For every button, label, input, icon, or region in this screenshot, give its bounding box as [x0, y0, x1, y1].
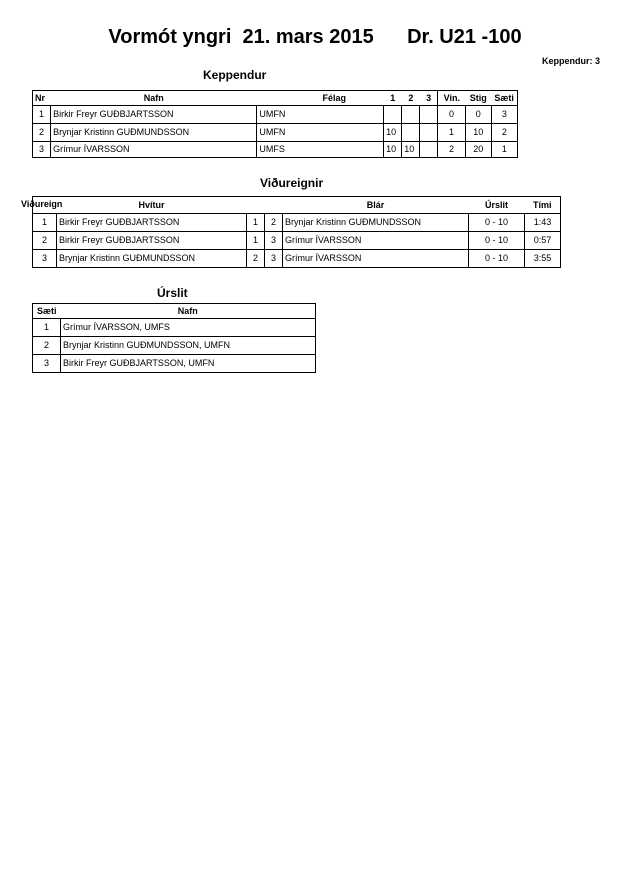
row-name: Birkir Freyr GUÐBJARTSSON — [51, 106, 257, 124]
row-place: 1 — [491, 142, 517, 158]
row-r2 — [402, 106, 420, 124]
result-name: Brynjar Kristinn GUÐMUNDSSON, UMFN — [61, 337, 316, 355]
results-table — [32, 303, 316, 373]
result-name: Grímur ÍVARSSON, UMFS — [61, 319, 316, 337]
match-nr: 2 — [33, 232, 57, 250]
row-r1: 10 — [384, 142, 402, 158]
result-name: Birkir Freyr GUÐBJARTSSON, UMFN — [61, 355, 316, 373]
competitors-table — [32, 90, 518, 158]
competitor-count: Keppendur: 3 — [541, 56, 600, 66]
row-wins: 0 — [438, 106, 465, 124]
col-match: Viðureign — [21, 199, 63, 209]
col-time: Tími — [532, 199, 552, 210]
col-stig: Stig — [469, 92, 487, 103]
row-points: 0 — [465, 106, 491, 124]
row-points: 10 — [465, 124, 491, 142]
row-nr: 3 — [33, 142, 51, 158]
col-felag: Félag — [322, 92, 347, 103]
table-row — [33, 337, 316, 355]
match-white: Birkir Freyr GUÐBJARTSSON — [57, 214, 247, 232]
row-place: 2 — [491, 124, 517, 142]
matches-table — [21, 196, 561, 268]
match-result: 0 - 10 — [469, 232, 525, 250]
competitors-heading: Keppendur — [203, 68, 267, 82]
col-white: Hvítur — [138, 199, 165, 210]
match-blue-nr: 3 — [265, 250, 283, 268]
match-blue: Grímur ÍVARSSON — [283, 232, 469, 250]
row-r3 — [420, 124, 438, 142]
match-blue: Brynjar Kristinn GUÐMUNDSSON — [283, 214, 469, 232]
row-place: 3 — [491, 106, 517, 124]
col-place: Sæti — [36, 305, 57, 316]
row-wins: 2 — [438, 142, 465, 158]
col-round-1: 1 — [390, 92, 396, 103]
row-r2 — [402, 124, 420, 142]
col-nr: Nr — [35, 92, 46, 103]
row-club: UMFN — [257, 124, 384, 142]
table-row — [33, 214, 561, 232]
table-row — [33, 124, 518, 142]
col-round-3: 3 — [426, 92, 432, 103]
match-white-nr: 2 — [247, 250, 265, 268]
col-result: Úrslit — [484, 199, 508, 210]
match-time: 3:55 — [525, 250, 561, 268]
table-row — [33, 250, 561, 268]
match-blue-nr: 2 — [265, 214, 283, 232]
row-nr: 2 — [33, 124, 51, 142]
table-row — [33, 232, 561, 250]
row-club: UMFN — [257, 106, 384, 124]
row-r1: 10 — [384, 124, 402, 142]
col-round-2: 2 — [408, 92, 414, 103]
match-blue: Grímur ÍVARSSON — [283, 250, 469, 268]
table-row — [33, 319, 316, 337]
row-r1 — [384, 106, 402, 124]
col-name: Nafn — [177, 305, 198, 316]
row-r3 — [420, 106, 438, 124]
match-white-nr: 1 — [247, 214, 265, 232]
table-row — [33, 106, 518, 124]
col-vin: Vin. — [438, 91, 465, 106]
col-blue: Blár — [366, 199, 385, 210]
match-blue-nr: 3 — [265, 232, 283, 250]
match-result: 0 - 10 — [469, 250, 525, 268]
page-title: Vormót yngri 21. mars 2015 Dr. U21 -100 — [108, 26, 522, 48]
row-nr: 1 — [33, 106, 51, 124]
row-name: Brynjar Kristinn GUÐMUNDSSON — [51, 124, 257, 142]
row-r2: 10 — [402, 142, 420, 158]
match-result: 0 - 10 — [469, 214, 525, 232]
result-place: 2 — [33, 337, 61, 355]
table-row — [33, 142, 518, 158]
match-white: Birkir Freyr GUÐBJARTSSON — [57, 232, 247, 250]
match-white-nr: 1 — [247, 232, 265, 250]
row-r3 — [420, 142, 438, 158]
results-heading: Úrslit — [157, 286, 188, 300]
row-name: Grímur ÍVARSSON — [51, 142, 257, 158]
match-time: 0:57 — [525, 232, 561, 250]
match-nr: 1 — [33, 214, 57, 232]
result-place: 1 — [33, 319, 61, 337]
match-nr: 3 — [33, 250, 57, 268]
row-wins: 1 — [438, 124, 465, 142]
table-row — [33, 355, 316, 373]
match-white: Brynjar Kristinn GUÐMUNDSSON — [57, 250, 247, 268]
col-saeti: Sæti — [494, 92, 514, 103]
row-points: 20 — [465, 142, 491, 158]
result-place: 3 — [33, 355, 61, 373]
matches-heading: Viðureignir — [260, 176, 324, 190]
row-club: UMFS — [257, 142, 384, 158]
match-time: 1:43 — [525, 214, 561, 232]
col-nafn: Nafn — [143, 92, 164, 103]
